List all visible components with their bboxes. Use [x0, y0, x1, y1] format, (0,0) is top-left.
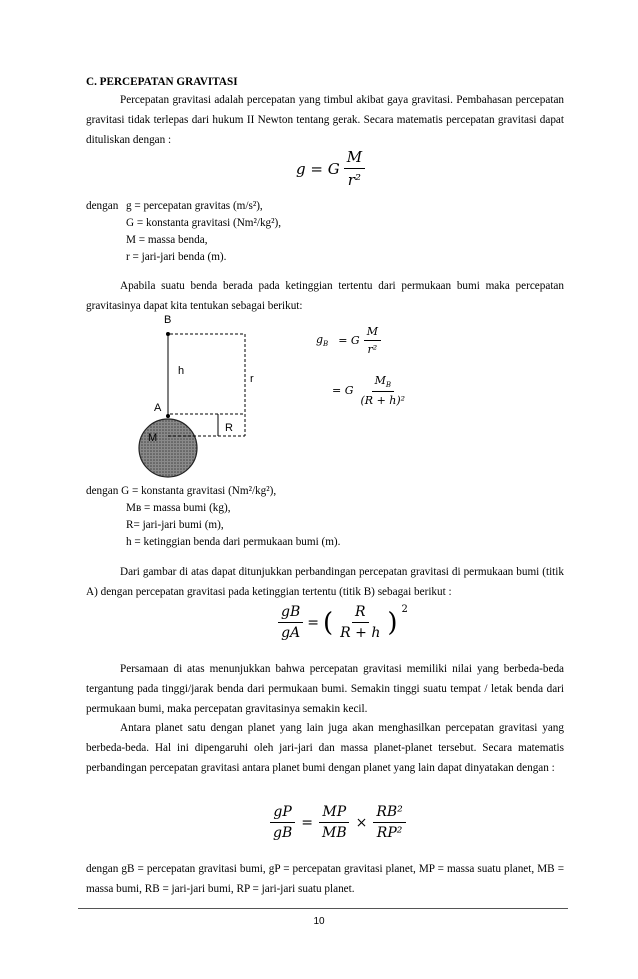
- label-h: h: [178, 365, 185, 377]
- ratio-lhs-denominator: gA: [281, 625, 301, 641]
- label-M: M: [148, 432, 158, 444]
- definition-R: R= jari-jari bumi (m),: [126, 519, 224, 531]
- page-number: 10: [313, 916, 325, 927]
- planet-equation: [270, 804, 406, 841]
- intro-paragraph: Percepatan gravitasi adalah percepatan yang timbul akibat gaya gravitasi. Pembahasan percepatan gravitasi tidak terlepas dari hukum II Newton tentang gerak. Secara matematis percepatan gravitasi dapat dituliskan dengan :: [86, 94, 564, 146]
- definition-M: M = massa benda,: [126, 234, 208, 246]
- gb-fraction-2: [358, 374, 409, 407]
- gravity-equation: [296, 148, 365, 189]
- ratio-equation: [278, 604, 408, 641]
- right-paren: ): [387, 607, 398, 638]
- planet-radius-ratio: [373, 804, 405, 841]
- paragraph-height: Apabila suatu benda berada pada ketinggian tertentu dari permukaan bumi maka percepatan gravitasinya dapat kita tentukan sebagai berikut:: [86, 280, 564, 312]
- footer-rule: [78, 908, 568, 909]
- planet-radius-denominator: RP²: [376, 825, 403, 841]
- planet-equals: =: [301, 814, 313, 831]
- label-R: R: [225, 422, 233, 434]
- planet-g-denominator: gB: [273, 825, 293, 841]
- gb-equation-1: [316, 325, 381, 356]
- equation-numerator: M: [344, 148, 365, 169]
- planet-mass-ratio: [319, 804, 350, 841]
- paragraph-planet-definitions: dengan gB = percepatan gravitasi bumi, gP = percepatan gravitasi planet, MP = massa suatu planet, MB = massa bumi, RB = jari-jari bumi, RP = jari-jari suatu planet.: [86, 863, 564, 895]
- point-B: [166, 332, 170, 336]
- planet-mass-numerator: MP: [319, 804, 349, 823]
- gb-eq-g1: = G: [338, 334, 360, 347]
- gb-symbol: $g_B$: [316, 332, 329, 349]
- ratio-lhs: [278, 604, 303, 641]
- section-heading: C. PERCEPATAN GRAVITASI: [86, 76, 238, 88]
- definition-h: h = ketinggian benda dari permukaan bumi (m).: [126, 536, 341, 548]
- ratio-equals: =: [307, 614, 319, 631]
- label-r: r: [250, 373, 254, 385]
- ratio-rhs-denominator: R + h: [340, 625, 381, 641]
- gb-denominator-2: (R + h)²: [360, 394, 406, 408]
- ratio-rhs-numerator: R: [352, 604, 369, 623]
- earth-height-diagram: [120, 312, 270, 490]
- planet-g-numerator: gP: [270, 804, 294, 823]
- definition-MB: Mʙ = massa bumi (kg),: [126, 502, 231, 514]
- planet-times: ×: [355, 814, 368, 831]
- paragraph-comparison: Dari gambar di atas dapat ditunjukkan perbandingan percepatan gravitasi di permukaan bumi (titik A) dengan percepatan gravitasi pada ketinggian tertentu (titik B) sebagai berikut :: [86, 566, 564, 598]
- point-A: [166, 414, 170, 418]
- planet-g-ratio: [270, 804, 295, 841]
- paragraph-planet-comparison: Antara planet satu dengan planet yang lain juga akan menghasilkan percepatan gravitasi yang berbeda-beda. Hal ini dipengaruhi oleh jari-jari dan massa planet-planet tersebut. Secara matematis perbandingan percepatan gravitasi antara planet bumi dengan planet yang lain dapat dinyatakan dengan :: [86, 722, 564, 774]
- gb-fraction-1: [364, 325, 381, 356]
- label-A: A: [154, 402, 162, 414]
- paragraph-height-effect: Persamaan di atas menunjukkan bahwa percepatan gravitasi memiliki nilai yang berbeda-beda tergantung pada tinggi/jarak benda dari permukaan bumi. Semakin tinggi suatu tempat / letak benda dari permukaan bumi, maka percepatan gravitasinya semakin kecil.: [86, 663, 564, 715]
- gb-eq-g2: = G: [332, 384, 354, 398]
- definition-G-2: dengan G = konstanta gravitasi (Nm²/kg²),: [86, 485, 277, 497]
- definition-r: r = jari-jari benda (m).: [126, 251, 227, 263]
- equation-denominator: r²: [347, 171, 361, 189]
- gb-numerator-1: M: [364, 325, 381, 341]
- label-B: B: [164, 314, 172, 326]
- ratio-exponent: 2: [401, 604, 408, 615]
- definition-prefix: dengan: [86, 200, 119, 212]
- definition-g: g = percepatan gravitas (m/s²),: [126, 200, 263, 212]
- gb-numerator-2: $M_B$: [372, 374, 394, 392]
- gb-equation-2: [332, 374, 408, 407]
- definition-G: G = konstanta gravitasi (Nm²/kg²),: [126, 217, 282, 229]
- earth-circle: [139, 419, 197, 477]
- equation-fraction: [344, 148, 365, 189]
- gb-denominator-1: r²: [367, 343, 378, 356]
- planet-radius-numerator: RB²: [373, 804, 405, 823]
- equation-lhs: g = G: [296, 159, 340, 178]
- planet-mass-denominator: MB: [321, 825, 347, 841]
- ratio-rhs: [337, 604, 383, 641]
- left-paren: (: [322, 607, 334, 638]
- ratio-lhs-numerator: gB: [278, 604, 303, 623]
